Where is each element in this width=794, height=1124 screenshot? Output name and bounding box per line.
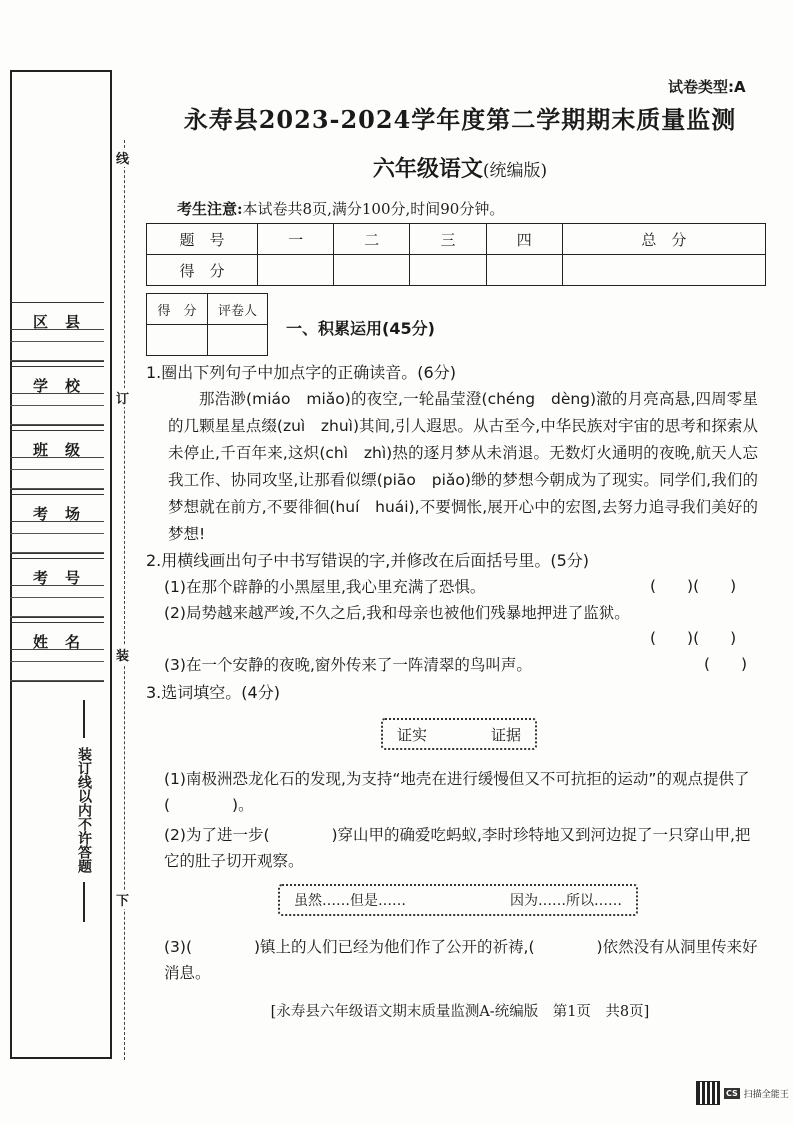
field-exam-room: 考 场 (10, 494, 104, 554)
grader-label: 评卷人 (208, 294, 268, 325)
scanner-text: 扫描全能王 (743, 1089, 789, 1100)
row-label: 得 分 (147, 255, 258, 286)
score-cell[interactable] (410, 255, 486, 286)
binding-marker-ding: 订 (116, 388, 129, 407)
subject-grade: 六年级语文 (372, 156, 483, 182)
binding-dashed-line (124, 140, 125, 1060)
notice-line-bottom (83, 882, 85, 922)
conjunction-choice-box (278, 884, 638, 916)
score-cell[interactable] (334, 255, 410, 286)
score-cell[interactable] (486, 255, 562, 286)
word-option: 证据 (490, 725, 521, 744)
q2-item-1: (1)在那个辟静的小黑屋里,我心里充满了恐惧。 (164, 578, 486, 596)
field-exam-number: 考 号 (10, 558, 104, 618)
score-table-header (147, 224, 766, 255)
page-subtitle (150, 152, 770, 183)
header-cell: 三 (410, 224, 486, 255)
exam-notice (177, 198, 504, 219)
header-cell: 二 (334, 224, 410, 255)
page-title: 永寿县2023-2024学年度第二学期期末质量监测 (183, 105, 737, 134)
binding-marker-xian: 线 (116, 148, 129, 167)
scanner-stamp (696, 1080, 790, 1106)
q2-answer-1[interactable]: ( )( ) (650, 577, 737, 595)
header-cell: 四 (486, 224, 562, 255)
field-district: 区 县 (10, 302, 104, 362)
q2-item-2: (2)局势越来越严竣,不久之后,我和母亲也被他们残暴地押进了监狱。 (164, 604, 630, 622)
page-footer: [永寿县六年级语文期末质量监测A-统编版 第1页 共8页] (270, 1004, 650, 1020)
grader-score-cell[interactable] (147, 325, 208, 356)
q3-item-1: (1)南极洲恐龙化石的发现,为支持“地壳在进行缓慢但又不可抗拒的运动”的观点提供了( )。 (164, 770, 750, 814)
exam-type: 试卷类型:A (668, 78, 746, 96)
word-choice-box (381, 718, 537, 750)
q1-paragraph: 那浩渺(miáo miǎo)的夜空,一轮晶莹澄(chéng dèng)澈的月亮高悬,四周零星的几颗星星点缀(zuì zhuì)其间,引人遐思。从古至今,中华民族对宇宙的思考和探索从未停止,千百年来,这炽(chì zhì)热的逐月梦从未消退。无数灯火通明的夜晚,航天人忘我工作、协同攻坚,让那看似缥(piāo piǎo)缈的梦想今朝成为了现实。同学们,我们的梦想就在前方,不要徘徊(huí huái),不要惆怅,展开心中的宏图,去努力追寻我们美好的梦想! (168, 390, 758, 543)
q2-stem: 2.用横线画出句子中书写错误的字,并修改在后面括号里。(5分) (146, 551, 590, 570)
binding-marker-xia: 下 (116, 890, 129, 909)
grader-score-label: 得 分 (147, 294, 208, 325)
q2-answer-3[interactable]: ( ) (704, 655, 748, 673)
scanner-logo: CS (726, 1088, 738, 1098)
q3-item-2: (2)为了进一步( )穿山甲的确爱吃蚂蚁,李时珍特地又到河边捉了一只穿山甲,把它的肚子切开观察。 (164, 826, 751, 870)
conjunction-option: 虽然……但是…… (294, 893, 406, 909)
header-cell: 总 分 (562, 224, 765, 255)
field-name: 姓 名 (10, 622, 104, 682)
edition: (统编版) (482, 161, 548, 181)
grader-name-cell[interactable] (208, 325, 268, 356)
section-1-heading: 一、积累运用(45分) (286, 319, 435, 338)
score-cell[interactable] (562, 255, 765, 286)
field-class: 班 级 (10, 430, 104, 490)
conjunction-option: 因为……所以…… (510, 893, 622, 909)
qr-code-icon (696, 1081, 720, 1105)
q2-item-3: (3)在一个安静的夜晚,窗外传来了一阵清翠的鸟叫声。 (164, 656, 532, 674)
grader-table (146, 293, 268, 356)
header-cell: 题 号 (147, 224, 258, 255)
score-cell[interactable] (258, 255, 334, 286)
binding-notice: 装订线以内不许答题 (76, 747, 92, 873)
notice-text: 本试卷共8页,满分100分,时间90分钟。 (242, 200, 505, 218)
field-school: 学 校 (10, 366, 104, 426)
notice-label: 考生注意: (177, 200, 243, 218)
binding-marker-zhuang: 装 (116, 645, 129, 664)
q3-item-3: (3)( )镇上的人们已经为他们作了公开的祈祷,( )依然没有从洞里传来好消息。 (164, 938, 758, 982)
q3-stem: 3.选词填空。(4分) (146, 683, 280, 702)
score-table (146, 223, 766, 286)
word-option: 证实 (397, 725, 428, 744)
q1-stem: 1.圈出下列句子中加点字的正确读音。(6分) (146, 363, 456, 382)
score-table-row (147, 255, 766, 286)
header-cell: 一 (258, 224, 334, 255)
q2-answer-2[interactable]: ( )( ) (650, 629, 737, 647)
notice-line-top (83, 700, 85, 738)
